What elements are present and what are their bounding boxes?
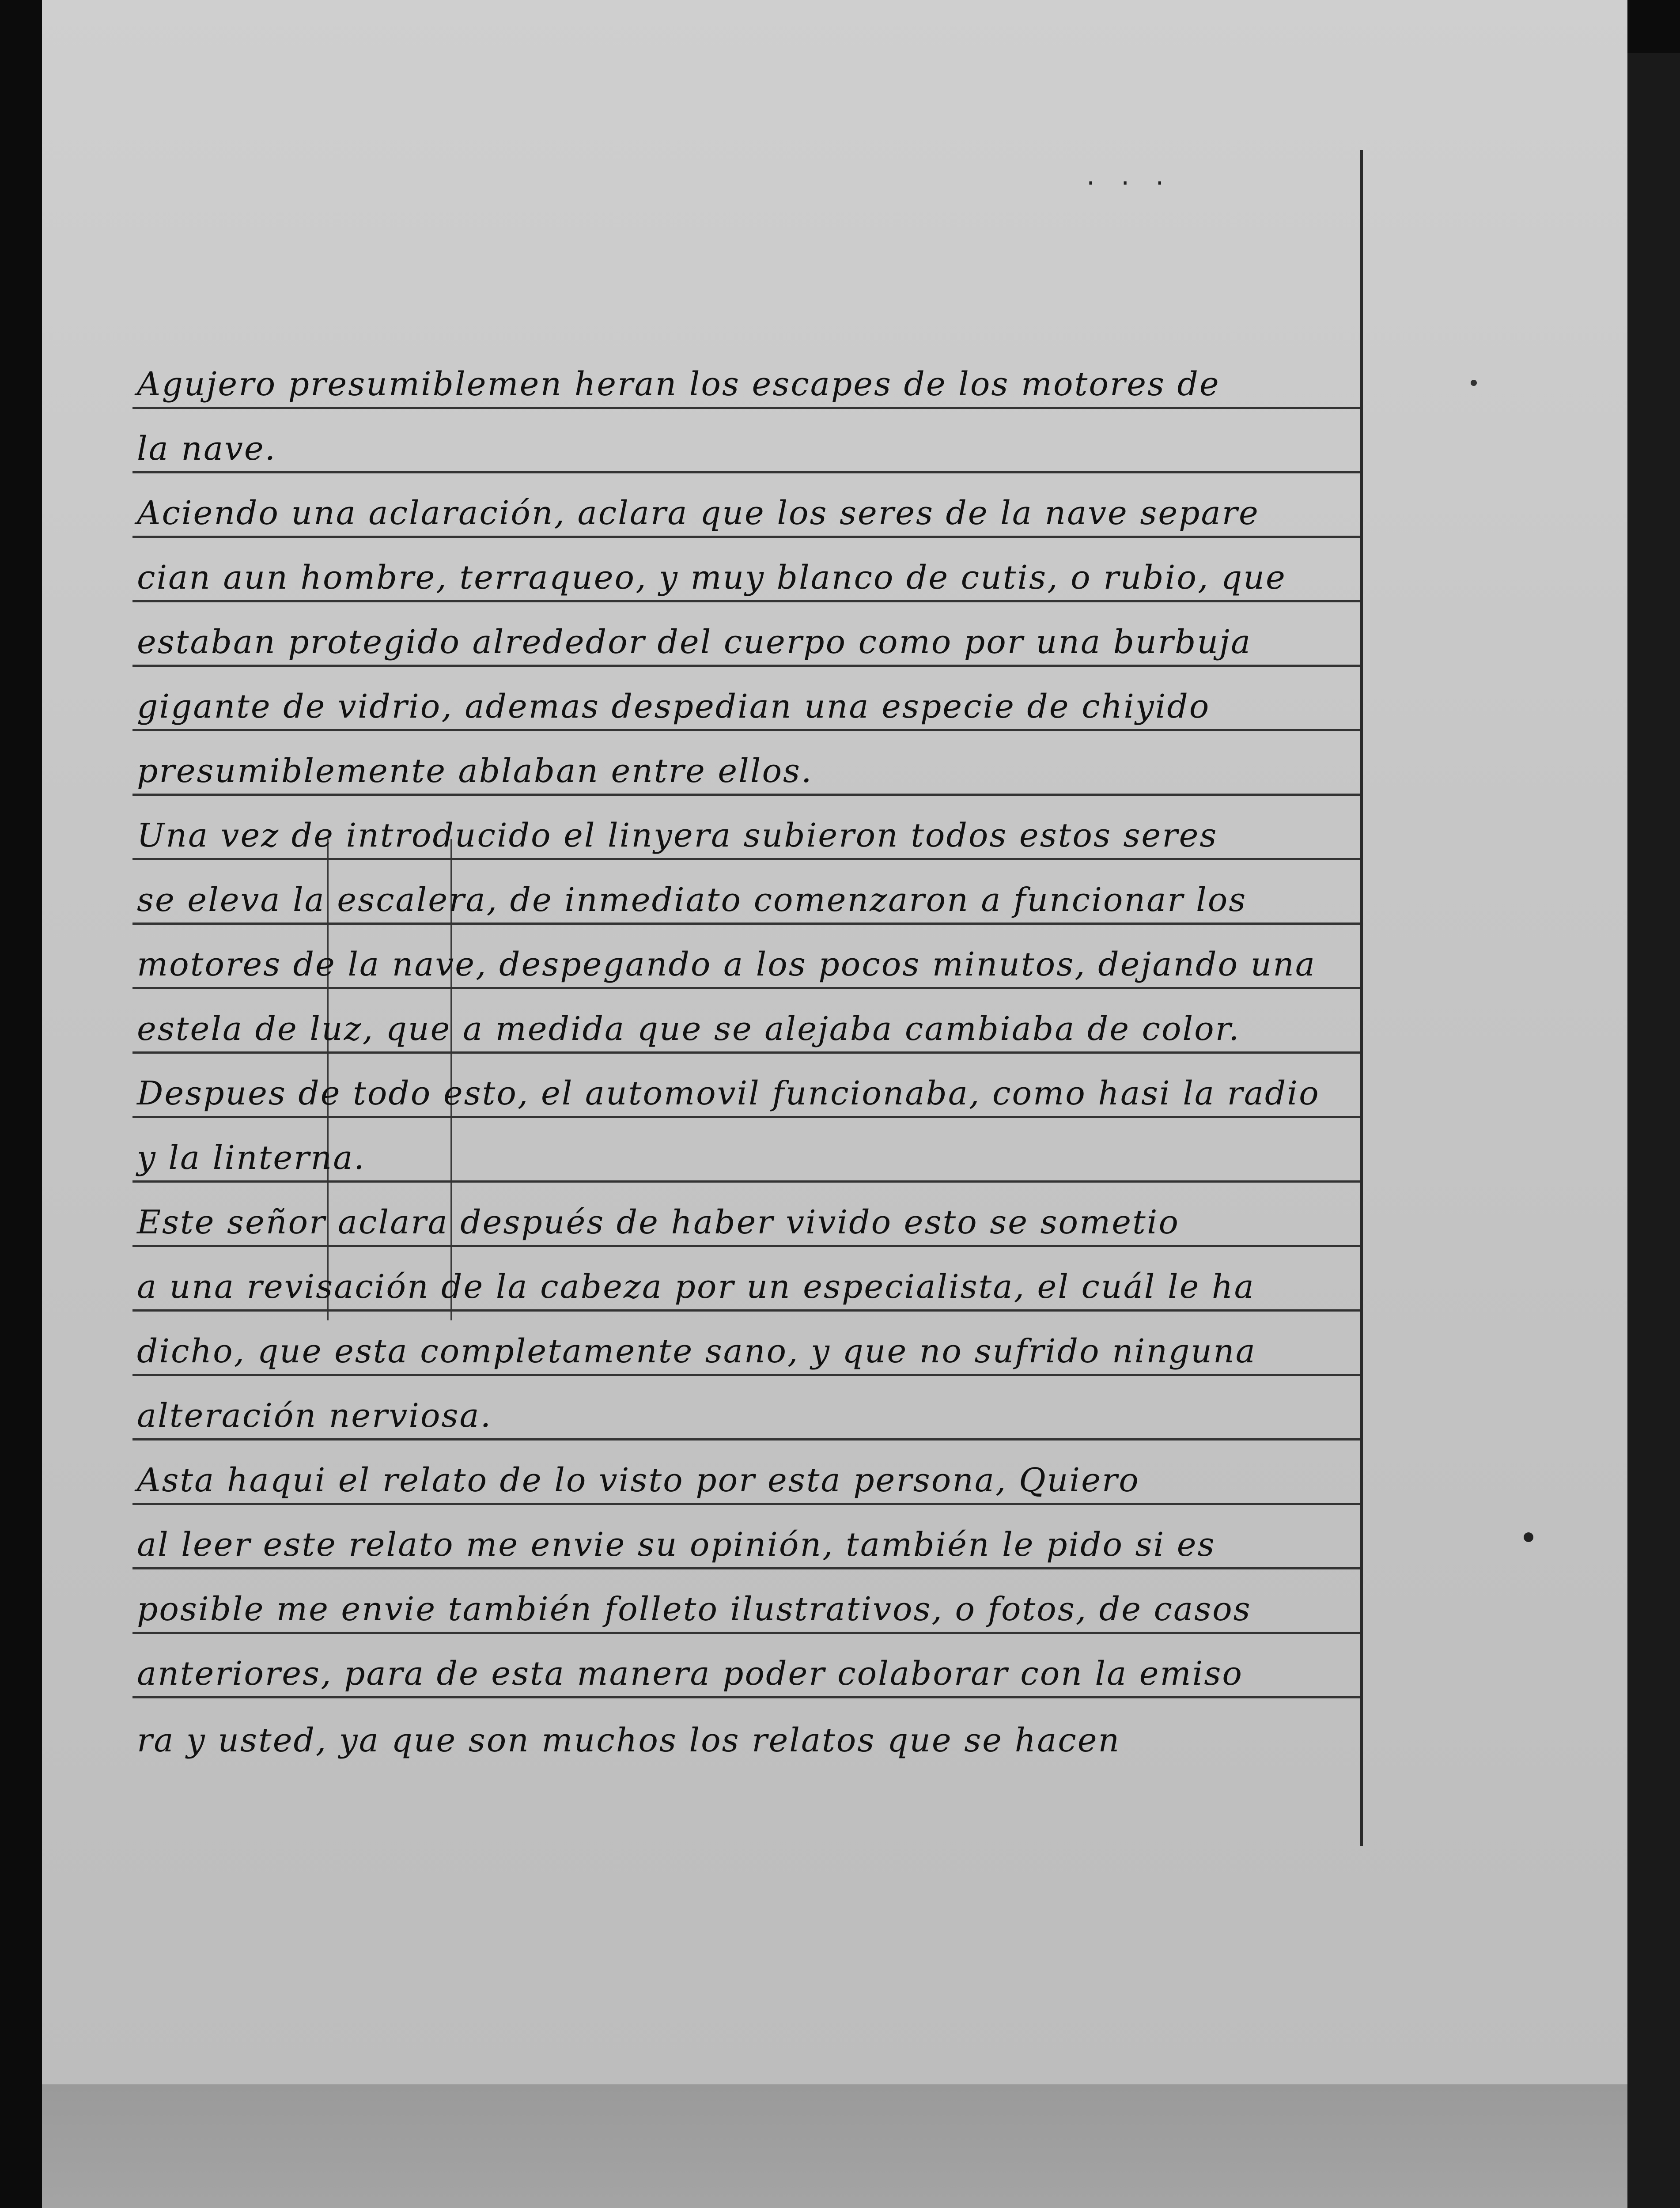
text-line: Agujero presumiblemen heran los escapes de los motores de: [132, 344, 1360, 409]
dark-edge-strip: [1627, 53, 1680, 2208]
text-line: Despues de todo esto, el automovil funcionaba, como hasi la radio: [132, 1054, 1360, 1118]
text-line: presumiblemente ablaban entre ellos.: [132, 731, 1360, 796]
text-line: Aciendo una aclaración, aclara que los seres de la nave separe: [132, 473, 1360, 538]
text-line: posible me envie también folleto ilustrativos, o fotos, de casos: [132, 1569, 1360, 1634]
text-line: a una revisación de la cabeza por un especialista, el cuál le ha: [132, 1247, 1360, 1312]
text-line: alteración nerviosa.: [132, 1376, 1360, 1440]
text-line: estela de luz, que a medida que se alejaba cambiaba de color.: [132, 989, 1360, 1054]
text-line: Una vez de introducido el linyera subieron todos estos seres: [132, 796, 1360, 860]
stray-marks: · · ·: [1086, 168, 1173, 199]
handwritten-text-body: [132, 344, 1360, 1763]
text-line: Asta haqui el relato de lo visto por esta persona, Quiero: [132, 1440, 1360, 1505]
text-line: estaban protegido alrededor del cuerpo como por una burbuja: [132, 602, 1360, 667]
text-line: se eleva la escalera, de inmediato comenzaron a funcionar los: [132, 860, 1360, 925]
text-line: anteriores, para de esta manera poder colaborar con la emiso: [132, 1634, 1360, 1698]
text-line: cian aun hombre, terraqueo, y muy blanco de cutis, o rubio, que: [132, 538, 1360, 602]
ink-speck: [1471, 380, 1477, 386]
ink-speck: [1524, 1532, 1533, 1542]
text-line: gigante de vidrio, ademas despedian una especie de chiyido: [132, 667, 1360, 731]
text-line: y la linterna.: [132, 1118, 1360, 1183]
text-line: Este señor aclara después de haber vivido esto se sometio: [132, 1183, 1360, 1247]
text-line: la nave.: [132, 409, 1360, 473]
text-line: motores de la nave, despegando a los pocos minutos, dejando una: [132, 925, 1360, 989]
text-line: ra y usted, ya que son muchos los relatos que se hacen: [137, 1721, 1121, 1759]
text-line: al leer este relato me envie su opinión, también le pido si es: [132, 1505, 1360, 1569]
text-line: dicho, que esta completamente sano, y que no sufrido ninguna: [132, 1312, 1360, 1376]
scanner-bed-area: [42, 2084, 1627, 2208]
